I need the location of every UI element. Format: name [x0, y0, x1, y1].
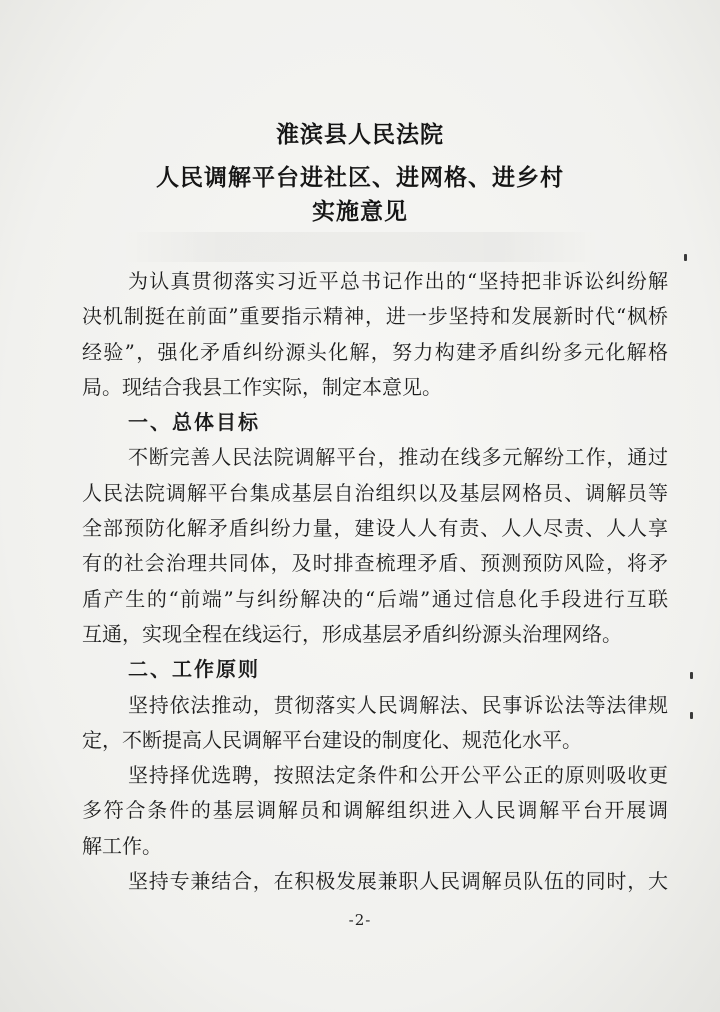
section-heading-principles: 二、工作原则 [128, 657, 260, 682]
document-body [82, 264, 668, 899]
paragraph-line: 经验”，强化矛盾纠纷源头化解，努力构建矛盾纠纷多元化解格 [82, 339, 668, 364]
paragraph-line: 全部预防化解矛盾纠纷力量，建设人人有责、人人尽责、人人享 [82, 516, 668, 541]
goals-paragraph [82, 440, 668, 652]
paragraph-line: 坚持依法推动，贯彻落实人民调解法、民事诉讼法等法律规 [128, 692, 668, 717]
paragraph-line: 坚持择优选聘，按照法定条件和公开公平公正的原则吸收更 [128, 763, 668, 788]
paragraph-line: 坚持专兼结合，在积极发展兼职人民调解员队伍的同时，大 [128, 869, 668, 894]
paragraph-line: 局。现结合我县工作实际，制定本意见。 [82, 374, 442, 399]
paragraph-line: 盾产生的“前端”与纠纷解决的“后端”通过信息化手段进行互联 [82, 586, 668, 611]
scan-mark [690, 712, 693, 719]
paragraph-line: 互通，实现全程在线运行，形成基层矛盾纠纷源头治理网络。 [82, 621, 622, 646]
scan-mark [690, 672, 693, 679]
paragraph-line: 人民法院调解平台集成基层自治组织以及基层网格员、调解员等 [82, 480, 668, 505]
page-number: -2- [348, 911, 372, 929]
paragraph-line: 决机制挺在前面”重要指示精神，进一步坚持和发展新时代“枫桥 [82, 304, 668, 329]
title-subject: 人民调解平台进社区、进网格、进乡村 [156, 165, 564, 191]
scan-bleed-through [120, 232, 600, 262]
paragraph-line: 多符合条件的基层调解员和调解组织进入人民调解平台开展调 [82, 798, 668, 823]
paragraph-line: 不断完善人民法院调解平台，推动在线多元解纷工作，通过 [128, 445, 668, 470]
principle-paragraph-law [82, 688, 668, 759]
principle-paragraph-combination [82, 864, 668, 899]
paragraph-line: 有的社会治理共同体，及时排查梳理矛盾、预测预防风险，将矛 [82, 551, 668, 576]
section-heading-goals: 一、总体目标 [128, 410, 260, 435]
scan-mark [684, 254, 687, 261]
paragraph-line: 为认真贯彻落实习近平总书记作出的“坚持把非诉讼纠纷解 [128, 269, 668, 293]
paragraph-line: 解工作。 [82, 833, 162, 858]
title-court-name: 淮滨县人民法院 [276, 122, 444, 148]
title-document-type: 实施意见 [312, 199, 408, 225]
paragraph-line: 定，不断提高人民调解平台建设的制度化、规范化水平。 [82, 727, 582, 752]
intro-paragraph [82, 264, 668, 405]
principle-paragraph-selection [82, 758, 668, 864]
